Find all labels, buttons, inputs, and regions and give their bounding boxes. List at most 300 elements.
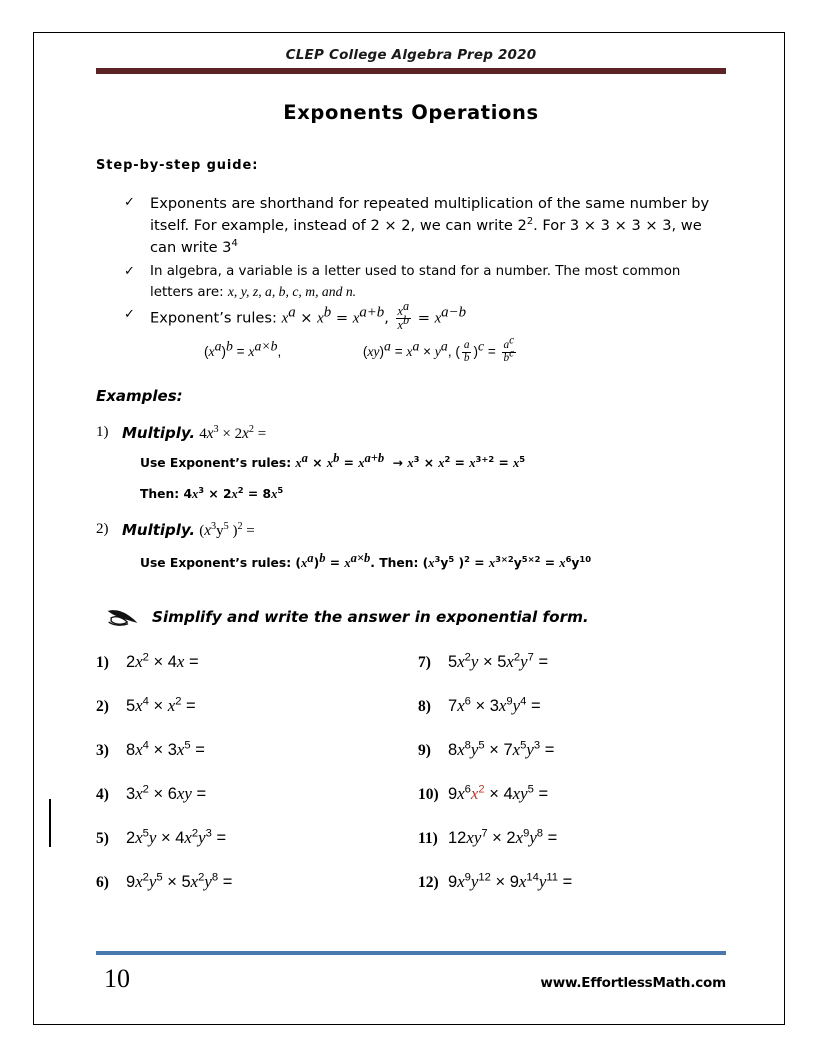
variable: y <box>520 784 528 804</box>
variable: x <box>184 828 192 848</box>
exercise-number: 7) <box>418 654 431 672</box>
fraction-denominator-sup: b <box>402 312 410 327</box>
exponent: 2 <box>513 651 521 664</box>
page-frame <box>33 32 785 1025</box>
rule-sup: b <box>323 304 332 321</box>
term: y <box>440 556 449 571</box>
exponent: 3 <box>533 739 541 752</box>
paren-close: ) <box>379 344 385 360</box>
paren-close: ) <box>313 556 320 571</box>
variable: x <box>457 652 465 672</box>
term: x <box>428 556 435 571</box>
coefficient: 5 <box>181 873 191 892</box>
equals-sign: = <box>181 697 196 716</box>
running-head: CLEP College Algebra Prep 2020 <box>285 47 537 63</box>
exponent: 5 <box>223 521 229 533</box>
paren-close: ) <box>221 344 227 360</box>
term: x <box>438 456 445 471</box>
coefficient: 5 <box>126 697 136 716</box>
equals-sign: = <box>257 426 267 443</box>
equals-sign: = <box>211 829 227 848</box>
variable: x <box>167 696 176 716</box>
exponent: 11 <box>546 871 558 884</box>
variable: x <box>457 784 465 804</box>
bullet-text-part-2: . For 3 × 3 × 3 × 3, we can write 3 <box>150 217 702 257</box>
variable: x <box>457 740 465 760</box>
exponent: 12 <box>478 871 491 884</box>
exercise-expression <box>126 652 199 672</box>
exponent: b <box>333 451 340 466</box>
coefficient: 4 <box>183 487 192 502</box>
coefficient: 8 <box>262 487 272 502</box>
rule-term: xy <box>367 344 380 360</box>
exercise-column-left <box>96 652 404 916</box>
times-sign: × <box>484 741 504 760</box>
coefficient: 4 <box>167 653 177 672</box>
exponent: 5 <box>277 485 284 496</box>
exponent: 9 <box>523 827 530 840</box>
paren-close: ) <box>473 344 478 360</box>
exercise-expression <box>448 784 548 804</box>
fraction-denominator-base: x <box>397 317 403 332</box>
fraction-a-over-b <box>462 340 472 365</box>
coefficient: 9 <box>126 873 136 892</box>
variable: x <box>457 872 465 892</box>
equals-sign: = <box>246 523 255 540</box>
variable: y <box>148 872 157 892</box>
exponent: 7 <box>481 827 488 840</box>
equals-sign: = <box>335 309 349 327</box>
exponent: b <box>319 551 326 566</box>
exercise-number: 10) <box>418 786 439 804</box>
rule-sup: a <box>214 338 222 354</box>
rule-sup: a−b <box>441 304 467 321</box>
exponent: 2 <box>464 651 471 664</box>
fraction-numerator-sup: c <box>509 334 515 347</box>
times-sign: × <box>156 829 176 848</box>
rule-term: x <box>248 344 255 360</box>
exercise-number: 8) <box>418 698 431 716</box>
variable: x <box>176 652 185 672</box>
variable: y <box>148 828 157 848</box>
work-prefix: Use Exponent’s rules: <box>140 456 296 471</box>
comma: , <box>384 309 389 327</box>
variable: x <box>231 487 238 502</box>
exercise-expression <box>126 784 206 804</box>
bullet-text-part-1: Exponents are shorthand for repeated multiplication of the same number by itself. For example, instead of 2 × 2, we can write 2 <box>150 195 710 235</box>
exponent: 3 <box>198 485 205 496</box>
times-sign: × <box>484 785 504 804</box>
checkmark-icon: ✓ <box>124 263 135 279</box>
variable: y <box>526 740 534 760</box>
coefficient: 4 <box>175 829 185 848</box>
comma: , <box>277 344 282 360</box>
equals-sign: = <box>394 344 403 360</box>
equals-sign: = <box>474 556 485 571</box>
coefficient: 9 <box>509 873 519 892</box>
then-label: Then: <box>140 487 184 502</box>
exercise-item[interactable] <box>418 828 726 872</box>
variable: x <box>242 425 249 443</box>
example-number: 2) <box>96 521 109 538</box>
exercise-list <box>96 652 726 916</box>
exercise-expression <box>448 828 557 848</box>
equals-sign: = <box>533 785 549 804</box>
coefficient: 7 <box>448 697 458 716</box>
times-sign: × <box>148 697 168 716</box>
exercise-number: 1) <box>96 654 109 672</box>
rule-sup: a <box>384 338 391 354</box>
rule-term: x <box>281 310 289 327</box>
times-sign: × <box>222 426 231 443</box>
page-footer <box>96 951 726 994</box>
fraction-a-c-over-b-c <box>502 334 517 365</box>
exercise-item[interactable] <box>418 740 726 784</box>
coefficient: 2 <box>234 426 243 443</box>
equals-sign: = <box>498 456 509 471</box>
exponent: 8 <box>211 871 219 884</box>
term: y <box>571 556 580 571</box>
exponent: 2 <box>142 871 149 884</box>
exponent: 9 <box>464 871 471 884</box>
fraction-denominator-sup: c <box>509 347 515 360</box>
exercise-instruction <box>96 606 726 628</box>
exponent: 2 <box>175 695 182 708</box>
step-by-step-guide-label: Step-by-step guide: <box>96 158 259 173</box>
coefficient: 9 <box>448 873 458 892</box>
exponent: a×b <box>350 551 371 566</box>
times-sign: × <box>423 344 432 360</box>
exponent: a <box>301 451 308 466</box>
exponent: 2 <box>237 521 243 533</box>
bullet-variable-definition <box>124 262 726 303</box>
variable: x <box>135 696 143 716</box>
exercise-column-right <box>404 652 726 916</box>
paren-open: ( <box>422 556 429 571</box>
variable: x <box>192 487 199 502</box>
exponent: 5 <box>184 739 191 752</box>
coefficient: 3 <box>167 741 177 760</box>
exercise-expression <box>448 696 541 716</box>
times-sign: × <box>148 785 168 804</box>
times-sign: × <box>470 697 490 716</box>
exponent: 2 <box>198 871 205 884</box>
exponent: 3 <box>213 424 219 436</box>
rule-term: x <box>208 344 215 360</box>
exponent: 2 <box>478 783 485 796</box>
term: x <box>326 456 334 471</box>
exponent: 14 <box>526 871 539 884</box>
exponent: 5 <box>156 871 163 884</box>
exponent: 5 <box>142 827 149 840</box>
term: x <box>295 456 302 471</box>
example-1-then <box>140 487 726 502</box>
variable: y <box>470 652 479 672</box>
coefficient: 3 <box>126 785 136 804</box>
exponent-rules-second-line <box>124 334 726 365</box>
equals-sign: = <box>343 456 354 471</box>
exercise-number: 12) <box>418 874 439 892</box>
exercise-item[interactable] <box>418 784 726 828</box>
exponent: 2 <box>142 783 149 796</box>
exercise-number: 9) <box>418 742 431 760</box>
exercise-expression <box>448 652 548 672</box>
website-url: www.EffortlessMath.com <box>540 975 726 991</box>
example-heading: Multiply. <box>122 521 196 540</box>
margin-change-bar <box>49 799 51 847</box>
page-title: Exponents Operations <box>283 101 539 124</box>
coefficient: 6 <box>167 785 177 804</box>
exponent: 2 <box>444 454 451 465</box>
fraction-numerator: a <box>463 339 470 352</box>
variable: y <box>204 872 212 892</box>
variable: x <box>512 740 521 760</box>
exponent: 2 <box>464 554 470 565</box>
exponent: 4 <box>520 695 527 708</box>
equals-sign: = <box>540 741 555 760</box>
exponent: 2 <box>142 651 149 664</box>
equals-sign: = <box>218 873 233 892</box>
variable: y <box>470 872 479 892</box>
exercise-number: 2) <box>96 698 109 716</box>
coefficient: 5 <box>448 653 458 672</box>
variable: x <box>457 696 465 716</box>
equals-sign: = <box>543 829 558 848</box>
variable: x <box>176 784 185 804</box>
guide-bullet-list <box>96 193 726 365</box>
term: x <box>301 556 308 571</box>
variable: x <box>498 696 507 716</box>
exponent: 6 <box>464 695 471 708</box>
coefficient: 3 <box>489 697 499 716</box>
exponent: 4 <box>142 739 149 752</box>
exercise-item[interactable] <box>96 740 404 784</box>
exercise-item[interactable] <box>96 828 404 872</box>
coefficient: 2 <box>222 487 232 502</box>
exponent: 3 <box>413 454 420 465</box>
fraction-numerator-sup: a <box>402 298 410 313</box>
variable: y <box>216 523 224 540</box>
exercise-number: 3) <box>96 742 109 760</box>
variable: x <box>512 784 521 804</box>
exponent: 3 <box>211 521 217 533</box>
term: x <box>559 556 566 571</box>
page-number: 10 <box>104 964 130 993</box>
times-sign: × <box>148 653 168 672</box>
exponent: 6 <box>565 554 572 565</box>
exercise-expression <box>448 740 554 760</box>
paren-open: ( <box>362 344 368 360</box>
equals-sign: = <box>417 309 430 327</box>
variable: x <box>135 784 143 804</box>
variable: x <box>518 872 527 892</box>
exponent: 5 <box>448 554 455 565</box>
times-sign: × <box>312 456 323 471</box>
exercise-number: 4) <box>96 786 109 804</box>
coefficient: 2 <box>506 829 516 848</box>
coefficient: 12 <box>448 829 467 848</box>
exercise-number: 6) <box>96 874 109 892</box>
rule-sup: c <box>477 338 485 354</box>
coefficient: 2 <box>126 829 136 848</box>
paren-open: ( <box>199 523 205 540</box>
fraction-x-a-over-x-b <box>396 298 412 332</box>
instruction-text: Simplify and write the answer in exponential form. <box>152 608 589 627</box>
exponent: 3×2 <box>495 554 514 565</box>
coefficient: 9 <box>448 785 458 804</box>
fraction-numerator-base: a <box>503 339 510 352</box>
times-sign: × <box>490 873 510 892</box>
exponent: 3 <box>434 554 441 565</box>
coefficient: 5 <box>497 653 507 672</box>
rule-term: x <box>352 310 360 327</box>
exercise-item[interactable] <box>96 652 404 696</box>
exponent: 7 <box>527 651 534 664</box>
paren-open: ( <box>455 344 460 360</box>
exercise-expression <box>448 872 572 892</box>
exponent-rules-label: Exponent’s rules: <box>150 309 282 327</box>
example-1 <box>96 424 726 502</box>
examples-label: Examples: <box>96 387 183 406</box>
coefficient: 2 <box>126 653 136 672</box>
fraction-denominator: b <box>463 352 470 365</box>
variable: x <box>135 872 143 892</box>
bullet-exponent-rules <box>124 298 726 332</box>
equals-sign: = <box>454 456 465 471</box>
term: x <box>344 556 351 571</box>
exercise-expression <box>126 872 232 892</box>
checkmark-icon: ✓ <box>124 195 135 210</box>
equals-sign: = <box>247 487 259 502</box>
example-number: 1) <box>96 424 109 441</box>
example-2-work <box>140 551 726 571</box>
exercise-item[interactable] <box>96 784 404 828</box>
example-2 <box>96 521 726 571</box>
exponent: 4 <box>142 695 149 708</box>
times-sign: × <box>300 309 313 327</box>
coefficient: 8 <box>448 741 458 760</box>
equals-sign: = <box>191 785 207 804</box>
variable: x <box>206 425 214 443</box>
coefficient: 8 <box>126 741 136 760</box>
rule-term: x <box>434 310 442 327</box>
exercise-item[interactable] <box>418 872 726 916</box>
then-label: . Then: <box>370 556 423 571</box>
bullet-repeated-multiplication <box>124 193 726 260</box>
checkmark-icon: ✓ <box>124 306 135 322</box>
equals-sign: = <box>329 556 341 571</box>
exercise-number: 11) <box>418 830 438 848</box>
variable: x <box>176 740 185 760</box>
rule-term: x <box>406 344 413 360</box>
term: x <box>469 456 476 471</box>
exercise-item[interactable] <box>418 696 726 740</box>
exercise-number: 5) <box>96 830 109 848</box>
bullet-sup-2: 4 <box>231 238 238 250</box>
variable: y <box>512 696 521 716</box>
quill-pen-icon <box>106 606 140 628</box>
exercise-expression <box>126 828 226 848</box>
example-heading: Multiply. <box>122 424 196 443</box>
exponent: 2 <box>237 485 244 496</box>
fraction-numerator-base: x <box>397 303 403 318</box>
variable: y <box>538 872 547 892</box>
variable: x <box>506 652 514 672</box>
exponent: 3+2 <box>475 454 495 465</box>
times-sign: × <box>487 829 507 848</box>
bullet-variable-list: x, y, z, a, b, c, m, and n. <box>227 283 357 299</box>
equals-sign: = <box>533 653 549 672</box>
equals-sign: = <box>184 653 199 672</box>
exercise-expression <box>126 696 196 716</box>
paren-open: ( <box>295 556 302 571</box>
times-sign: × <box>208 487 219 502</box>
variable: y <box>184 784 192 804</box>
exponent: 5×2 <box>521 554 541 565</box>
equals-sign: = <box>526 697 541 716</box>
exercise-item[interactable] <box>96 696 404 740</box>
term: y <box>513 556 522 571</box>
equals-sign: = <box>236 344 245 360</box>
exercise-item[interactable] <box>418 652 726 696</box>
exponent: 9 <box>506 695 513 708</box>
footer-rule <box>96 951 726 955</box>
exponent: 6 <box>464 783 471 796</box>
paren-close: ) <box>454 556 465 571</box>
variable: x <box>466 828 474 848</box>
rule-sup: a×b <box>254 338 278 354</box>
exponent: 3 <box>205 827 212 840</box>
rule-sup: a <box>440 338 448 354</box>
exercise-item[interactable] <box>96 872 404 916</box>
rule-outer-sup: b <box>226 338 233 354</box>
equals-sign: = <box>190 741 205 760</box>
variable: x <box>204 522 212 540</box>
rule-sup: a+b <box>359 304 385 321</box>
equals-sign: = <box>487 344 496 360</box>
times-sign: × <box>148 741 168 760</box>
variable: x <box>135 740 143 760</box>
example-problem <box>199 426 266 442</box>
exponent: 5 <box>519 454 526 465</box>
exponent: 5 <box>478 739 485 752</box>
rule-term: x <box>317 310 324 327</box>
example-1-work <box>140 451 726 471</box>
exponent: a <box>307 551 314 566</box>
variable: y <box>198 828 206 848</box>
exponent: 5 <box>527 783 534 796</box>
paren-close: ) <box>228 523 238 540</box>
exponent: 8 <box>464 739 471 752</box>
exponent: 2 <box>248 424 254 436</box>
exercise-expression <box>126 740 205 760</box>
bullet-text: In algebra, a variable is a letter used to stand for a number. The most common letters are: <box>150 263 681 300</box>
variable: x <box>135 652 143 672</box>
example-problem <box>199 523 255 539</box>
equals-sign: = <box>544 556 556 571</box>
rule-sup: a <box>412 338 420 354</box>
page-content <box>96 43 726 916</box>
comma: , <box>447 344 452 360</box>
exponent: 2 <box>191 827 199 840</box>
coefficient: 4 <box>199 426 207 443</box>
times-sign: × <box>423 456 434 471</box>
times-sign: × <box>478 653 498 672</box>
exponent: 5 <box>520 739 527 752</box>
term: x <box>358 456 365 471</box>
variable: y <box>520 652 528 672</box>
exponent: 8 <box>536 827 544 840</box>
